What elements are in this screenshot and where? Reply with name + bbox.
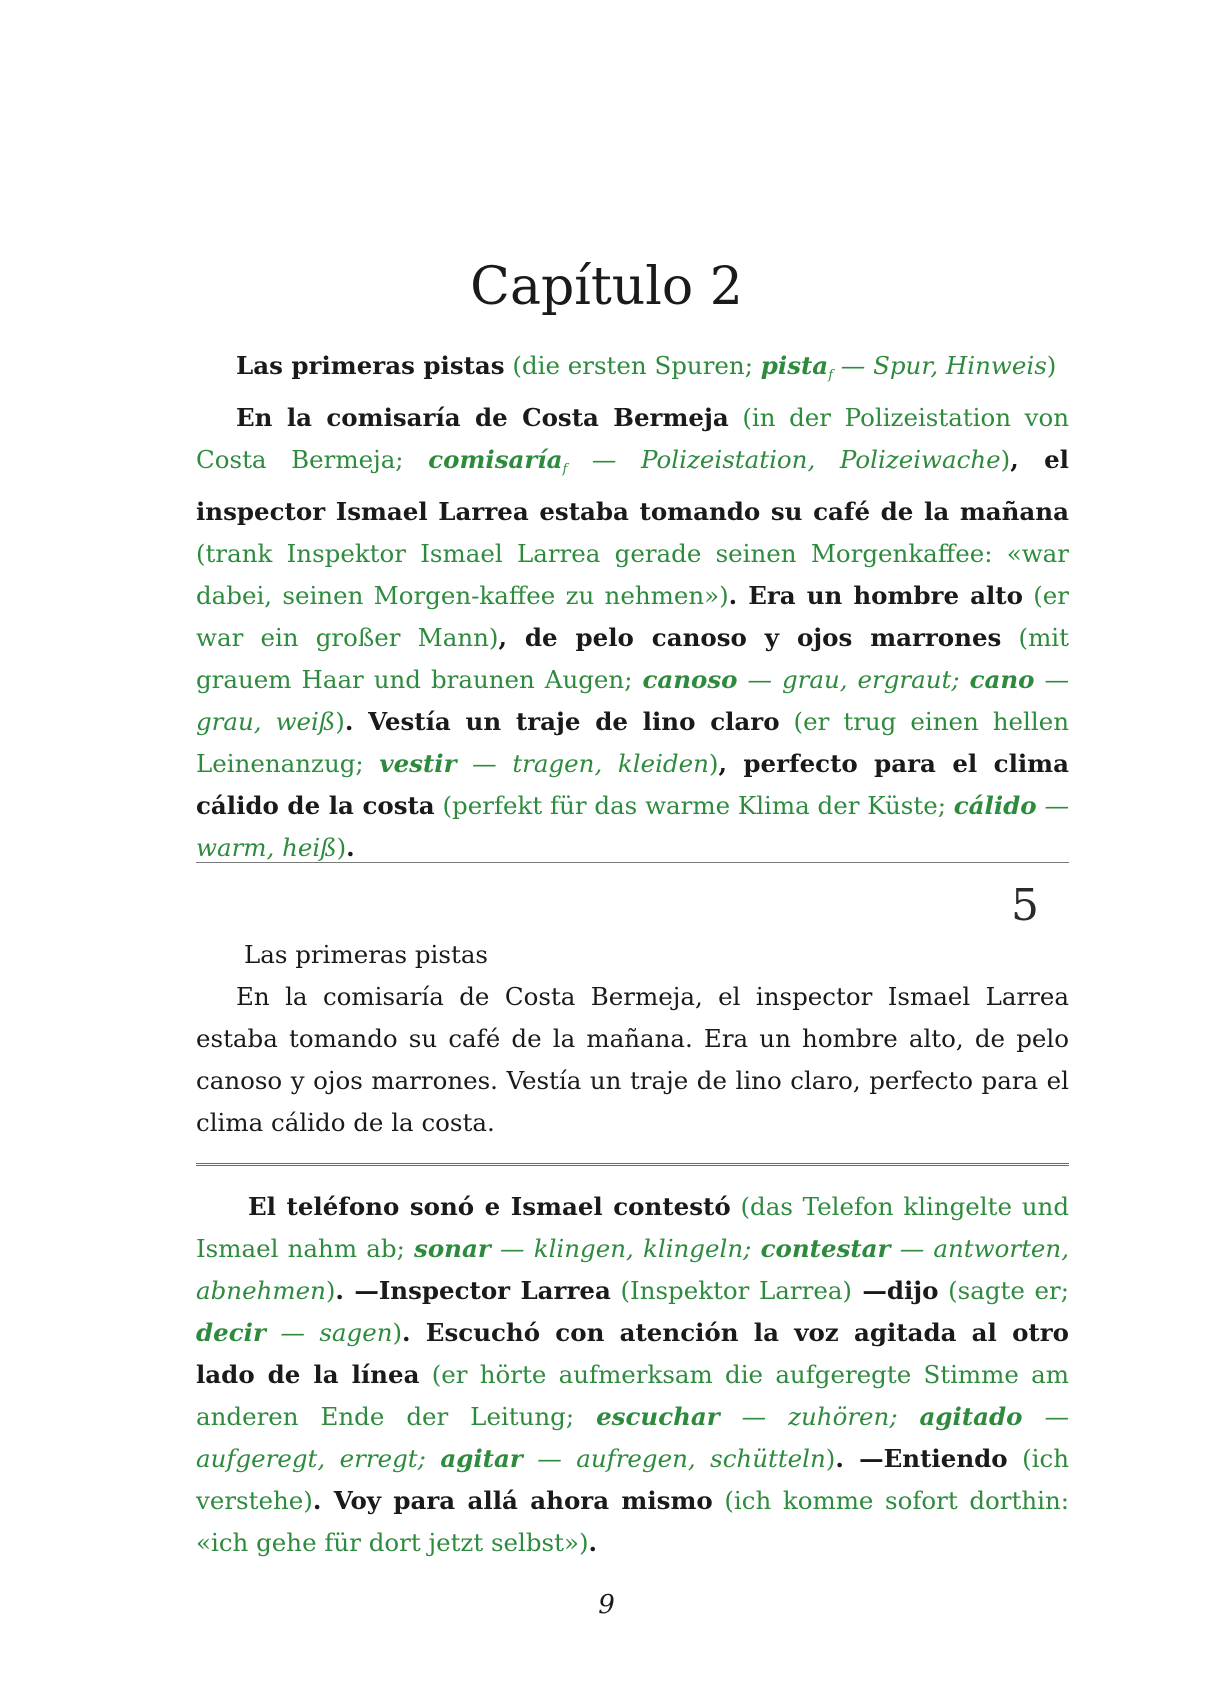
vocab-definition: — tragen, kleiden [456,749,709,778]
vocab-definition: — zuhören; [719,1402,920,1431]
section-divider [196,862,1069,863]
vocab-word: escuchar [596,1402,720,1431]
german-gloss: ) [335,707,345,736]
german-gloss: (ich komme sofort dorthin: «ich gehe für dort jetzt selbst») [196,1486,1069,1557]
plain-text-section [196,934,1069,1144]
vocab-word: cano [969,665,1035,694]
spanish-text: , perfecto para el clima cálido de la costa [196,749,1069,820]
vocab-definition: — Polizeistation, Polizeiwache [567,445,1001,474]
vocab-word: comisaría [428,445,563,474]
german-gloss: (sagte er; [938,1276,1069,1305]
spanish-text: . Era un hombre alto [728,581,1023,610]
chapter-title: Capítulo 2 [470,257,743,317]
original-page-number: 5 [1011,880,1039,931]
vocab-word: contestar [760,1234,891,1263]
spanish-text: , el inspector Ismael Larrea estaba tomando su café de la mañana [196,445,1069,526]
spanish-text: . Escuchó con atención la voz agitada al otro lado de la línea [196,1318,1069,1389]
gender-marker: f [562,462,568,477]
german-gloss: ) [392,1318,403,1347]
german-gloss: (ich verstehe) [196,1444,1069,1515]
vocab-word: canoso [642,665,738,694]
double-divider [196,1163,1069,1166]
german-gloss: ) [1046,351,1057,380]
vocab-definition: — aufgeregt, erregt; [196,1402,1069,1473]
vocab-word: pista [760,351,829,380]
vocab-definition: — aufregen, schütteln [522,1444,826,1473]
vocab-word: agitar [440,1444,523,1473]
spanish-text: . —Entiendo [835,1444,1008,1473]
vocab-definition: — antworten, abnehmen [196,1234,1069,1305]
annotated-section-2 [196,1186,1069,1564]
spanish-text: En la comisaría de Costa Bermeja [236,403,729,432]
german-gloss: (die ersten Spuren; [504,351,761,380]
plain-title: Las primeras pistas [244,940,488,969]
vocab-definition: — Spur, Hinweis [833,351,1047,380]
vocab-word: sonar [414,1234,491,1263]
vocab-word: cálido [953,791,1037,820]
german-gloss: (das Telefon klingelte und Ismael nahm ab; [196,1192,1070,1263]
vocab-word: agitado [919,1402,1023,1431]
annotated-paragraph [196,397,1069,869]
spanish-text: . Voy para allá ahora mismo [312,1486,713,1515]
gender-marker: f [828,368,833,383]
spanish-text: . —Inspector Larrea [335,1276,611,1305]
german-gloss: (Inspektor Larrea) [610,1276,852,1305]
vocab-word: decir [196,1318,266,1347]
spanish-text: , de pelo canoso y ojos marrones [498,623,1002,652]
german-gloss: ) [336,833,347,862]
footer-page-number: 9 [598,1590,615,1620]
spanish-text: —dijo [851,1276,939,1305]
vocab-definition: — grau, ergraut; [737,665,970,694]
vocab-definition: — klingen, klingeln; [490,1234,761,1263]
plain-paragraph: En la comisaría de Costa Bermeja, el inspector Ismael Larrea estaba tomando su café de la mañana. Era un hombre alto, de pelo canoso y ojos marrones. Vestía un traje de lino claro, perfecto para el clima cálido de la costa. [196,982,1069,1137]
german-gloss: ) [825,1444,836,1473]
annotated-paragraph [196,1186,1069,1564]
german-gloss: ) [1000,445,1011,474]
spanish-text: Las primeras pistas [236,351,505,380]
german-gloss: (perfekt für das warme Klima der Küste; [434,791,954,820]
german-gloss: ) [325,1276,336,1305]
german-gloss: (trank Inspektor Ismael Larrea gerade seinen Morgenkaffee: «war dabei, seinen Morgen-kaffee zu nehmen») [196,539,1069,610]
german-gloss: (er trug einen hellen Leinenanzug; [196,707,1070,778]
german-gloss: ) [708,749,719,778]
german-gloss: (in der Polizeistation von Costa Bermeja; [196,403,1069,474]
spanish-text: . [588,1528,598,1557]
vocab-definition: — warm, heiß [196,791,1069,862]
section-title-line [196,345,1069,397]
vocab-definition: — sagen [265,1318,393,1347]
vocab-word: vestir [379,749,457,778]
german-gloss: (er hörte aufmerksam die aufgeregte Stimme am anderen Ende der Leitung; [196,1360,1069,1431]
annotated-section-1 [196,345,1069,869]
spanish-text: . Vestía un traje de lino claro [344,707,780,736]
german-gloss: (er war ein großer Mann) [196,581,1069,652]
german-gloss: (mit grauem Haar und braunen Augen; [196,623,1069,694]
spanish-text: . [346,833,355,862]
vocab-definition: — grau, weiß [196,665,1070,736]
spanish-text: El teléfono sonó e Ismael contestó [248,1192,731,1221]
